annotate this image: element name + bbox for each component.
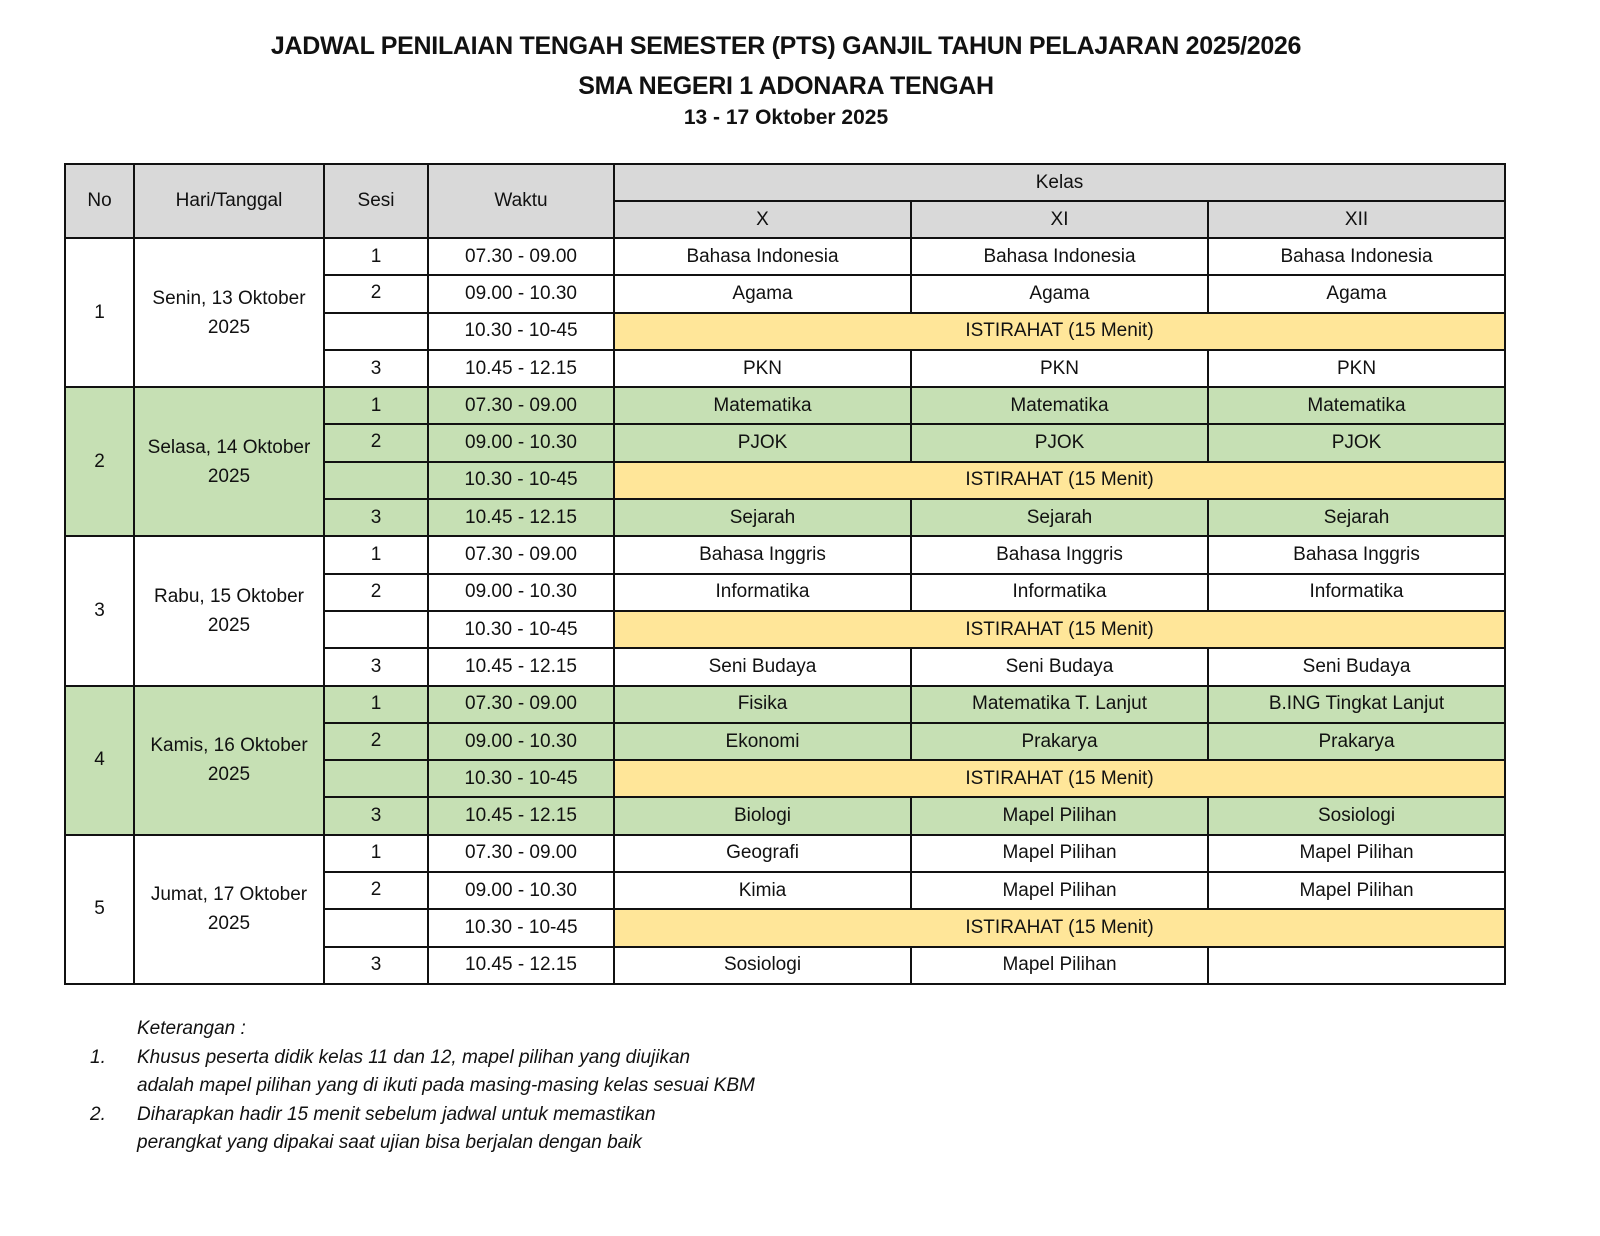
session-cell: 2	[324, 275, 428, 312]
time-cell: 07.30 - 09.00	[428, 835, 614, 872]
time-cell: 10.30 - 10-45	[428, 313, 614, 350]
subject-x: Sosiologi	[614, 947, 911, 984]
header-time: Waktu	[428, 164, 614, 238]
subject-xi: Mapel Pilihan	[911, 947, 1208, 984]
subject-xi: Bahasa Indonesia	[911, 238, 1208, 275]
subject-xii: Bahasa Inggris	[1208, 536, 1505, 573]
subject-xii: Mapel Pilihan	[1208, 872, 1505, 909]
session-cell: 3	[324, 648, 428, 685]
note-item	[90, 1101, 755, 1130]
table-row	[65, 238, 1505, 275]
subject-x: Seni Budaya	[614, 648, 911, 685]
subject-x: PKN	[614, 350, 911, 387]
subject-x: Kimia	[614, 872, 911, 909]
session-cell: 1	[324, 835, 428, 872]
subject-xii: Mapel Pilihan	[1208, 835, 1505, 872]
subject-xi: Mapel Pilihan	[911, 835, 1208, 872]
time-cell: 09.00 - 10.30	[428, 275, 614, 312]
note-item-continuation	[90, 1129, 755, 1158]
subject-xi: Bahasa Inggris	[911, 536, 1208, 573]
subject-xii: Matematika	[1208, 387, 1505, 424]
day-date: Rabu, 15 Oktober 2025	[134, 536, 324, 685]
session-cell	[324, 611, 428, 648]
subject-xi: Mapel Pilihan	[911, 797, 1208, 834]
subject-xi: Seni Budaya	[911, 648, 1208, 685]
header-class-x: X	[614, 201, 911, 238]
subject-xii: PJOK	[1208, 424, 1505, 461]
day-date: Senin, 13 Oktober 2025	[134, 238, 324, 387]
subject-xii: Sejarah	[1208, 499, 1505, 536]
session-cell: 2	[324, 574, 428, 611]
notes-heading: Keterangan :	[137, 1018, 246, 1039]
day-number: 3	[65, 536, 134, 685]
time-cell: 10.45 - 12.15	[428, 797, 614, 834]
subject-xi: Agama	[911, 275, 1208, 312]
time-cell: 09.00 - 10.30	[428, 872, 614, 909]
subject-xii	[1208, 947, 1505, 984]
subject-xi: PJOK	[911, 424, 1208, 461]
header-session: Sesi	[324, 164, 428, 238]
subject-xii: PKN	[1208, 350, 1505, 387]
subject-x: Agama	[614, 275, 911, 312]
session-cell	[324, 313, 428, 350]
day-date: Selasa, 14 Oktober 2025	[134, 387, 324, 536]
subject-xi: Informatika	[911, 574, 1208, 611]
note-text: Diharapkan hadir 15 menit sebelum jadwal untuk memastikan	[137, 1103, 656, 1125]
session-cell: 1	[324, 238, 428, 275]
time-cell: 09.00 - 10.30	[428, 424, 614, 461]
session-cell: 1	[324, 536, 428, 573]
break-label: ISTIRAHAT (15 Menit)	[614, 611, 1505, 648]
document-title: JADWAL PENILAIAN TENGAH SEMESTER (PTS) GANJIL TAHUN PELAJARAN 2025/2026	[270, 32, 1302, 60]
subject-x: Fisika	[614, 686, 911, 723]
subject-xi: Matematika	[911, 387, 1208, 424]
session-cell: 3	[324, 350, 428, 387]
subject-x: Sejarah	[614, 499, 911, 536]
time-cell: 10.30 - 10-45	[428, 611, 614, 648]
time-cell: 07.30 - 09.00	[428, 536, 614, 573]
subject-x: Biologi	[614, 797, 911, 834]
subject-xi: PKN	[911, 350, 1208, 387]
time-cell: 10.45 - 12.15	[428, 350, 614, 387]
note-number: 1.	[90, 1046, 106, 1068]
header-no: No	[65, 164, 134, 238]
note-item	[90, 1044, 755, 1073]
session-cell	[324, 760, 428, 797]
session-cell: 3	[324, 499, 428, 536]
subject-xii: Sosiologi	[1208, 797, 1505, 834]
session-cell: 3	[324, 947, 428, 984]
subject-xi: Mapel Pilihan	[911, 872, 1208, 909]
time-cell: 10.45 - 12.15	[428, 499, 614, 536]
break-label: ISTIRAHAT (15 Menit)	[614, 462, 1505, 499]
session-cell: 2	[324, 424, 428, 461]
time-cell: 10.45 - 12.15	[428, 648, 614, 685]
subject-x: Bahasa Inggris	[614, 536, 911, 573]
session-cell	[324, 909, 428, 946]
session-cell: 1	[324, 686, 428, 723]
table-row	[65, 536, 1505, 573]
header-class-xii: XII	[1208, 201, 1505, 238]
day-date: Jumat, 17 Oktober 2025	[134, 835, 324, 984]
time-cell: 10.30 - 10-45	[428, 909, 614, 946]
break-label: ISTIRAHAT (15 Menit)	[614, 313, 1505, 350]
table-row	[65, 686, 1505, 723]
table-row	[65, 387, 1505, 424]
time-cell: 10.30 - 10-45	[428, 760, 614, 797]
date-range: 13 - 17 Oktober 2025	[683, 106, 889, 129]
subject-xii: Agama	[1208, 275, 1505, 312]
subject-x: Ekonomi	[614, 723, 911, 760]
note-text: adalah mapel pilihan yang di ikuti pada masing-masing kelas sesuai KBM	[137, 1075, 755, 1097]
time-cell: 07.30 - 09.00	[428, 387, 614, 424]
note-item-continuation	[90, 1072, 755, 1101]
day-number: 2	[65, 387, 134, 536]
session-cell: 1	[324, 387, 428, 424]
subject-xii: Prakarya	[1208, 723, 1505, 760]
subject-x: Bahasa Indonesia	[614, 238, 911, 275]
time-cell: 07.30 - 09.00	[428, 686, 614, 723]
time-cell: 07.30 - 09.00	[428, 238, 614, 275]
note-text: perangkat yang dipakai saat ujian bisa berjalan dengan baik	[137, 1132, 642, 1154]
session-cell: 2	[324, 723, 428, 760]
school-name: SMA NEGERI 1 ADONARA TENGAH	[578, 72, 994, 100]
subject-xii: Bahasa Indonesia	[1208, 238, 1505, 275]
break-label: ISTIRAHAT (15 Menit)	[614, 760, 1505, 797]
subject-x: Geografi	[614, 835, 911, 872]
day-number: 1	[65, 238, 134, 387]
subject-xii: B.ING Tingkat Lanjut	[1208, 686, 1505, 723]
exam-schedule-table	[64, 163, 1506, 985]
subject-xi: Matematika T. Lanjut	[911, 686, 1208, 723]
session-cell: 3	[324, 797, 428, 834]
day-date: Kamis, 16 Oktober 2025	[134, 686, 324, 835]
subject-xi: Sejarah	[911, 499, 1208, 536]
header-class-xi: XI	[911, 201, 1208, 238]
table-row	[65, 835, 1505, 872]
subject-xii: Seni Budaya	[1208, 648, 1505, 685]
time-cell: 10.45 - 12.15	[428, 947, 614, 984]
subject-xi: Prakarya	[911, 723, 1208, 760]
break-label: ISTIRAHAT (15 Menit)	[614, 909, 1505, 946]
session-cell: 2	[324, 872, 428, 909]
time-cell: 09.00 - 10.30	[428, 723, 614, 760]
notes-section	[90, 1015, 755, 1158]
subject-x: Matematika	[614, 387, 911, 424]
subject-x: PJOK	[614, 424, 911, 461]
subject-xii: Informatika	[1208, 574, 1505, 611]
header-day: Hari/Tanggal	[134, 164, 324, 238]
note-text: Khusus peserta didik kelas 11 dan 12, mapel pilihan yang diujikan	[137, 1046, 691, 1068]
header-class-group: Kelas	[614, 164, 1505, 201]
note-number: 2.	[90, 1103, 106, 1125]
day-number: 4	[65, 686, 134, 835]
session-cell	[324, 462, 428, 499]
day-number: 5	[65, 835, 134, 984]
time-cell: 10.30 - 10-45	[428, 462, 614, 499]
subject-x: Informatika	[614, 574, 911, 611]
time-cell: 09.00 - 10.30	[428, 574, 614, 611]
